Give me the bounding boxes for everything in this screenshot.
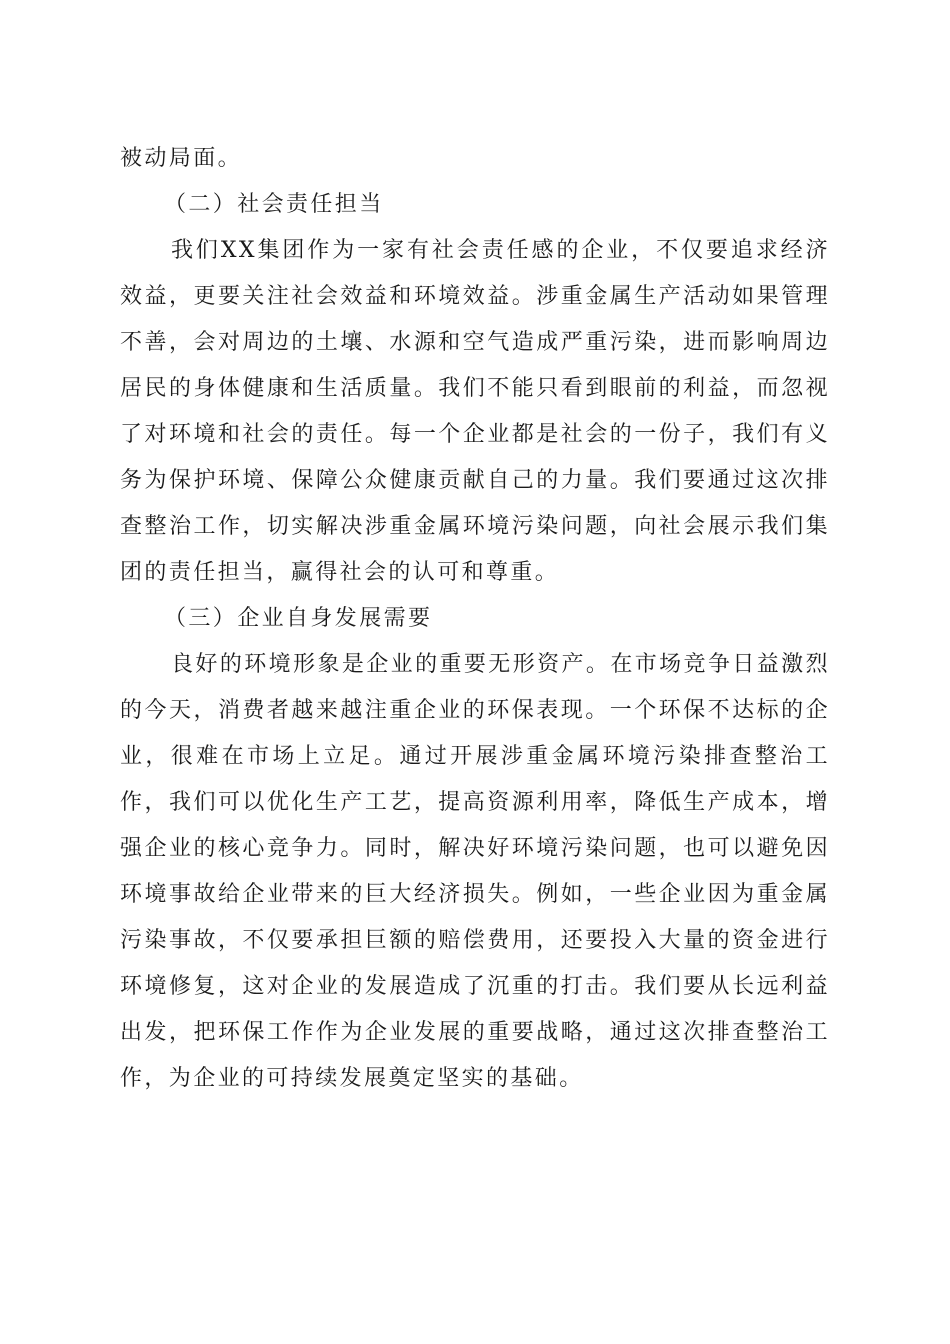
section-heading-enterprise-development: （三）企业自身发展需要 [164, 606, 433, 631]
document-body [120, 136, 830, 1102]
section-paragraph-enterprise-development: 良好的环境形象是企业的重要无形资产。在市场竞争日益激烈的今天，消费者越来越注重企业的环保表现。一个环保不达标的企业，很难在市场上立足。通过开展涉重金属环境污染排查整治工作，我们可以优化生产工艺，提高资源利用率，降低生产成本，增强企业的核心竞争力。同时，解决好环境污染问题，也可以避免因环境事故给企业带来的巨大经济损失。例如，一些企业因为重金属污染事故，不仅要承担巨额的赔偿费用，还要投入大量的资金进行环境修复，这对企业的发展造成了沉重的打击。我们要从长远利益出发，把环保工作作为企业发展的重要战略，通过这次排查整治工作，为企业的可持续发展奠定坚实的基础。 [120, 652, 830, 1091]
continuation-text: 被动局面。 [120, 146, 243, 171]
section-heading-social-responsibility: （二）社会责任担当 [164, 192, 384, 217]
section-paragraph-social-responsibility: 我们XX集团作为一家有社会责任感的企业，不仅要追求经济效益，更要关注社会效益和环境效益。涉重金属生产活动如果管理不善，会对周边的土壤、水源和空气造成严重污染，进而影响周边居民的身体健康和生活质量。我们不能只看到眼前的利益，而忽视了对环境和社会的责任。每一个企业都是社会的一份子，我们有义务为保护环境、保障公众健康贡献自己的力量。我们要通过这次排查整治工作，切实解决涉重金属环境污染问题，向社会展示我们集团的责任担当，赢得社会的认可和尊重。 [120, 238, 830, 585]
